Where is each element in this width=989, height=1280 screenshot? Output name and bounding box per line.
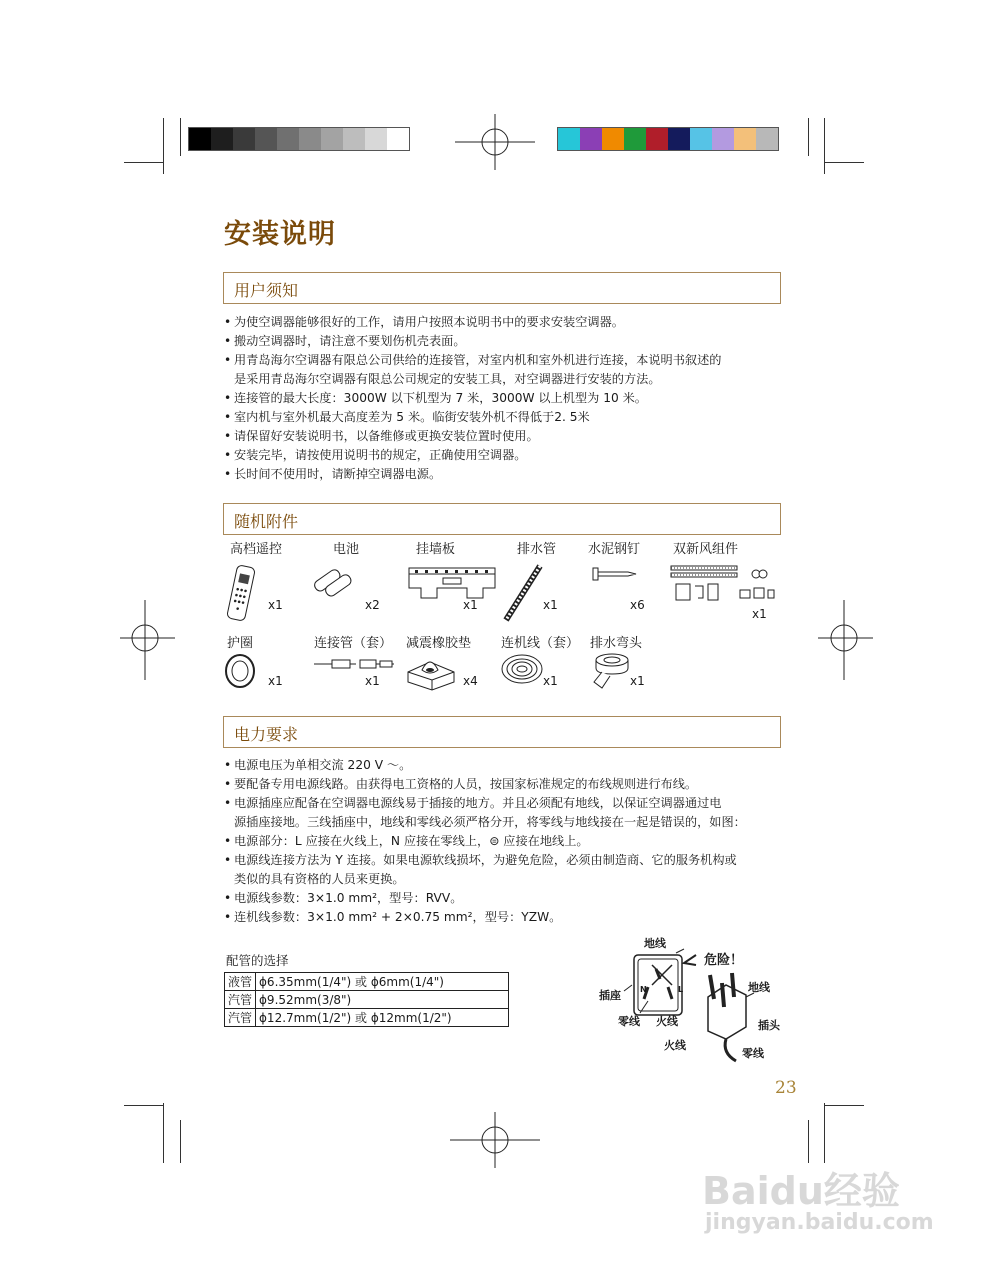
accessory-label: 双新风组件 (673, 542, 739, 557)
page-number: 23 (775, 1078, 797, 1098)
label-live-bottom: 火线 (664, 1039, 686, 1052)
accessory-qty: x1 (752, 607, 767, 621)
color-swatch (580, 128, 602, 150)
list-item: • 为使空调器能够很好的工作，请用户按照本说明书中的要求安装空调器。 (224, 313, 722, 332)
section-header-accessories-label: 随机附件 (234, 512, 299, 531)
list-item-continuation: 是采用青岛海尔空调器有限总公司规定的安装工具，对空调器进行安装的方法。 (234, 372, 661, 386)
socket-plug-diagram (596, 935, 796, 1065)
accessory-qty: x2 (365, 598, 380, 612)
wall-plate-icon (405, 562, 500, 604)
accessory-label: 电池 (333, 542, 360, 557)
socket-plug-drawing (596, 935, 796, 1065)
list-item: • 搬动空调器时，请注意不要划伤机壳表面。 (224, 332, 722, 351)
table-cell: ϕ12.7mm(1/2") 或 ϕ12mm(1/2") (256, 1009, 509, 1027)
accessory-label: 连接管（套） (314, 636, 393, 651)
color-swatch (602, 128, 624, 150)
pin-l-label: L (678, 985, 684, 994)
list-item: • 电源插座应配备在空调器电源线易于插接的地方。并且必须配有地线，以保证空调器通过电 (224, 794, 746, 813)
watermark-logo: Baidu经验 (702, 1169, 900, 1213)
pin-n-label: N (640, 985, 647, 994)
section-header-notice-label: 用户须知 (234, 281, 299, 300)
list-item: • 电源电压为单相交流 220 V ～。 (224, 756, 746, 775)
label-live-mid: 火线 (656, 1015, 678, 1028)
accessory-label: 挂墙板 (416, 542, 456, 557)
rubber-pad-icon (404, 650, 458, 692)
table-cell: 液管 (225, 973, 256, 991)
accessory-qty: x1 (268, 674, 283, 688)
color-swatch (211, 128, 233, 150)
page-title: 安装说明 (224, 219, 336, 250)
color-swatch (756, 128, 778, 150)
gray-registration-bar (188, 127, 410, 151)
table-cell: ϕ6.35mm(1/4") 或 ϕ6mm(1/4") (256, 973, 509, 991)
drain-hose-icon (500, 562, 546, 624)
color-swatch (233, 128, 255, 150)
label-neutral-left: 零线 (618, 1015, 640, 1028)
color-swatch (321, 128, 343, 150)
section-header-power-label: 电力要求 (234, 725, 299, 744)
label-ground-top: 地线 (644, 937, 666, 950)
accessory-qty: x1 (365, 674, 380, 688)
color-registration-bar (557, 127, 779, 151)
color-swatch (624, 128, 646, 150)
accessory-qty: x1 (543, 598, 558, 612)
list-item-continuation: 源插座接地。三线插座中，地线和零线必须严格分开，将零线与地线接在一起是错误的，如图： (234, 815, 746, 829)
accessory-label: 排水弯头 (590, 636, 643, 651)
color-swatch (712, 128, 734, 150)
accessory-label: 高档遥控 (230, 542, 283, 557)
table-row (225, 973, 509, 991)
accessory-qty: x1 (543, 674, 558, 688)
list-item: • 连机线参数：3×1.0 mm² + 2×0.75 mm²，型号：YZW。 (224, 908, 746, 927)
drain-elbow-icon (588, 650, 632, 692)
color-swatch (343, 128, 365, 150)
registration-target-bottom (450, 1110, 540, 1170)
connecting-pipe-icon (312, 656, 396, 672)
label-socket: 插座 (599, 989, 621, 1002)
power-list (224, 756, 746, 927)
pipe-table (224, 972, 509, 1027)
section-header-power (223, 716, 781, 748)
color-swatch (690, 128, 712, 150)
label-plug: 插头 (758, 1019, 780, 1032)
list-item: • 请保留好安装说明书，以备维修或更换安装位置时使用。 (224, 427, 722, 446)
list-item-continuation: 类似的具有资格的人员来更换。 (234, 872, 405, 886)
accessory-label: 连机线（套） (501, 636, 580, 651)
pipe-caption: 配管的选择 (226, 953, 289, 968)
list-item: • 长时间不使用时，请断掉空调器电源。 (224, 465, 722, 484)
color-swatch (387, 128, 409, 150)
registration-target-top (455, 112, 535, 172)
table-cell: ϕ9.52mm(3/8") (256, 991, 509, 1009)
section-header-accessories (223, 503, 781, 535)
color-swatch (365, 128, 387, 150)
accessory-label: 减震橡胶垫 (406, 636, 472, 651)
color-swatch (277, 128, 299, 150)
list-item: • 连接管的最大长度：3000W 以下机型为 7 米，3000W 以上机型为 10 米。 (224, 389, 722, 408)
accessory-label: 排水管 (517, 542, 557, 557)
registration-target-left (120, 600, 175, 680)
label-neutral-bottom: 零线 (742, 1047, 764, 1060)
table-cell: 汽管 (225, 991, 256, 1009)
color-swatch (646, 128, 668, 150)
accessory-label: 水泥钢钉 (588, 542, 641, 557)
color-swatch (189, 128, 211, 150)
list-item: • 电源线连接方法为 Y 连接。如果电源软线损坏，为避免危险，必须由制造商、它的服务机构或 (224, 851, 746, 870)
list-item: • 电源部分：L 应接在火线上，N 应接在零线上，⊜ 应接在地线上。 (224, 832, 746, 851)
remote-control-icon (222, 562, 262, 624)
list-item: • 室内机与室外机最大高度差为 5 米。临街安装外机不得低于2. 5米 (224, 408, 722, 427)
color-swatch (734, 128, 756, 150)
battery-icon (310, 565, 358, 600)
cable-coil-icon (500, 652, 544, 686)
list-item: • 要配备专用电源线路。由获得电工资格的人员，按国家标准规定的布线规则进行布线。 (224, 775, 746, 794)
color-swatch (299, 128, 321, 150)
notice-list (224, 313, 722, 484)
watermark-url: jingyan.baidu.com (705, 1210, 934, 1235)
table-cell: 汽管 (225, 1009, 256, 1027)
section-header-notice (223, 272, 781, 304)
color-swatch (558, 128, 580, 150)
fresh-air-kit-icon (668, 562, 778, 610)
accessory-qty: x1 (630, 674, 645, 688)
label-ground-right: 地线 (748, 981, 770, 994)
list-item: • 用青岛海尔空调器有限总公司供给的连接管，对室内机和室外机进行连接，本说明书叙述的 (224, 351, 722, 370)
registration-target-right (818, 600, 873, 680)
color-swatch (668, 128, 690, 150)
table-row (225, 991, 509, 1009)
table-row (225, 1009, 509, 1027)
steel-nail-icon (590, 565, 638, 585)
list-item: • 安装完毕，请按使用说明书的规定，正确使用空调器。 (224, 446, 722, 465)
accessory-qty: x1 (268, 598, 283, 612)
accessory-qty: x4 (463, 674, 478, 688)
danger-label: 危险！ (704, 953, 744, 968)
accessory-qty: x6 (630, 598, 645, 612)
list-item: • 电源线参数：3×1.0 mm²，型号：RVV。 (224, 889, 746, 908)
color-swatch (255, 128, 277, 150)
accessory-label: 护圈 (227, 636, 254, 651)
retainer-ring-icon (222, 652, 258, 690)
accessory-qty: x1 (463, 598, 478, 612)
